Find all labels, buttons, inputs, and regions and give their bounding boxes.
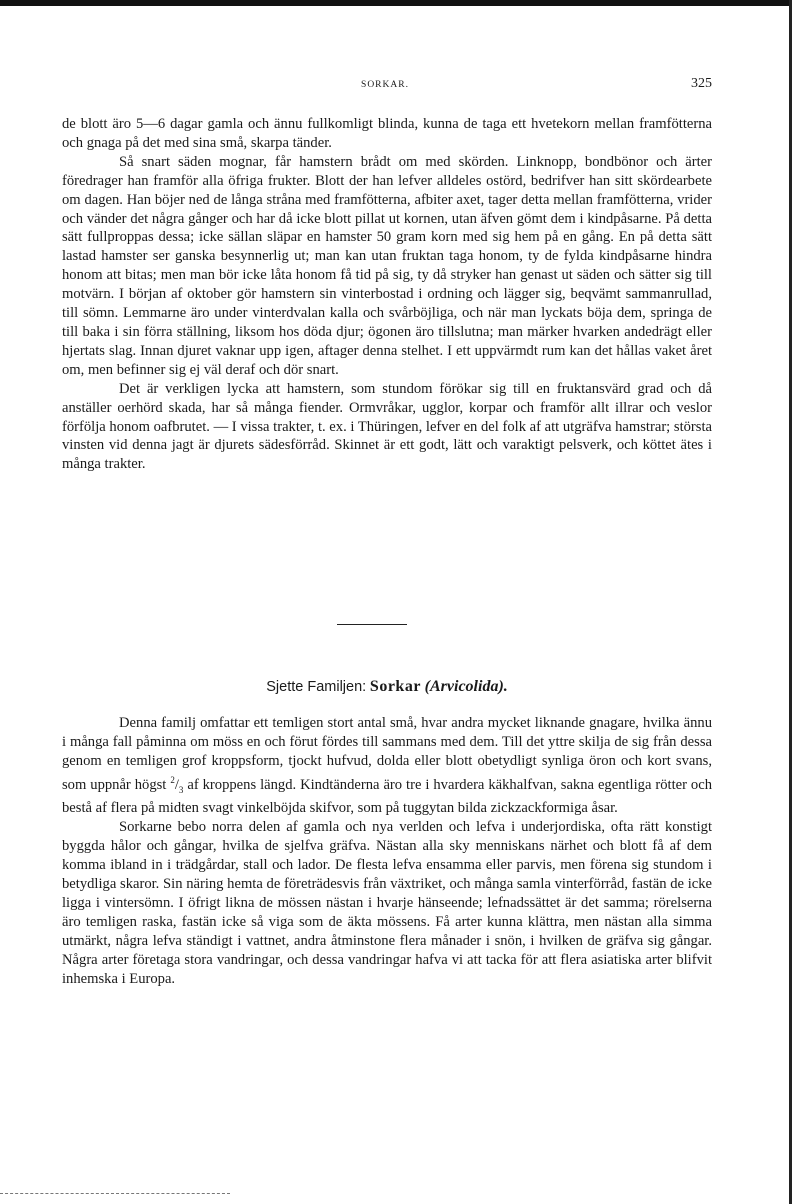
family-label: Sjette Familjen: (266, 679, 367, 695)
bottom-rule (0, 1192, 230, 1194)
section-heading (62, 678, 712, 696)
page-header (60, 76, 710, 96)
latin-name: (Arvicolida). (424, 678, 508, 695)
running-title: SORKAR. (361, 80, 409, 90)
paragraph-text: Denna familj omfattar ett temligen stort antal små, hvar andra mycket liknande gnagare, hvilka ännu i många fall påminna om möss en och förut fördes till sammans med dem. Till det yttre skilja de sig från dessa genom en temligen grof kroppsform, tjockt hufvud, dolda eller blott obetydligt synliga öron och kort svans, som uppnår högst (62, 715, 712, 793)
paragraph: Denna familj omfattar ett temligen stort antal små, hvar andra mycket liknande gnagare, hvilka ännu i många fall påminna om möss en och förut fördes till sammans med dem. Till det yttre skilja de sig från dessa genom en temligen grof kroppsform, tjockt hufvud, dolda eller blott obetydligt synliga öron och kort svans, som uppnår högst $^2/_3$ af kroppens längd. Kindtänderna äro tre i hvardera käkhalfvan, sakna egentliga rötter och bestå af flera på midten svagt vinkelböjda skifvor, som på tuggytan bilda zickzackformiga åsar. (62, 715, 713, 817)
paragraph: Det är verkligen lycka att hamstern, som stundom förökar sig till en fruktansvärd grad och då anställer oerhörd skada, har så många fiender. Ormvråkar, ugglor, korpar och framför allt illrar och veslor förfölja honom oafbrutet. — I vissa trakter, t. ex. i Thüringen, lefver en del folk af att utgräfva hamstrar; största vinsten vid denna jagt är djurets sädesförråd. Skinnet är ett godt, lätt och varaktigt pelsverk, och köttet ätes i många trakter. (62, 380, 712, 473)
hamster-text-block (62, 115, 712, 474)
paragraph: Sorkarne bebo norra delen af gamla och nya verlden och lefva i underjordiska, ofta rätt konstigt byggda hålor och gångar, hvilka de sjelfva gräfva. Nästan alla sky menniskans närhet och blott få af dem komma ibland in i trädgårdar, stall och lador. De flesta lefva ensamma eller parvis, men förena sig stundom i betydliga skaror. Sin näring hemta de företrädesvis från växtriket, och många samla vinterförråd, fastän de icke ligga i vintersömn. I öfrigt likna de mössen nästan i hvarje hänseende; lefnadssättet är det samma; rörelserna äro temligen raska, fastän icke så viga som de äkta mössens. Få arter kunna klättra, men nästan alla simma utmärkt, några lefva ständigt i vattnet, andra åtminstone flera månader i snön, i hvilken de gräfva sig gångar. Några arter företaga stora vandringar, och dessa vandringar hafva vi att tacka för att flera asiatiska arter blifvit inhemska i Europa. (62, 819, 712, 987)
fraction-denominator: 3 (178, 784, 184, 795)
paragraph: de blott äro 5—6 dagar gamla och ännu fullkomligt blinda, kunna de taga ett hvetekorn mellan framfötterna och gnaga på det med sina små, skarpa tänder. (62, 116, 712, 151)
section-divider (337, 624, 407, 625)
family-name: Sorkar (369, 678, 421, 695)
page-top-border (0, 0, 792, 6)
sorkar-text-block (62, 714, 712, 988)
fraction-numerator: 2 (170, 774, 175, 785)
paragraph-text: af kroppens längd. Kindtänderna äro tre i hvardera käkhalfvan, sakna egentliga rötter och bestå af flera på midten svagt vinkelböjda skifvor, som på tuggytan bilda zickzackformiga åsar. (62, 776, 713, 817)
page-number: 325 (691, 76, 712, 91)
paragraph: Så snart säden mognar, får hamstern brådt om med skörden. Linknopp, bondbönor och ärter föredrager han framför alla öfriga frukter. Blott der han lefver alldeles ostörd, bedrifver han sitt skördearbete om dagen. Han böjer ned de långa stråna med framfötterna, afbiter axet, tager detta mellan framfötterna, vrider och vänder det några gånger och har då icke blott pillat ut kornen, utan äfven gömt dem i kindpåsarne. På detta sätt fullproppas dessa; icke sällan släpar en hamster 50 gram korn med sig hem på en gång. En på detta sätt lastad hamster ser ganska besynnerlig ut; man kan utan fruktan taga honom, ty de fylda kindpåsarne hindra honom att bitas; men man bör icke låta honom få tid på sig, ty då stryker han genast ut säden och sätter sig till motvärn. I början af oktober gör hamstern sin vinterbostad i ordning och lägger sig, beqvämt sammanrullad, till sömn. Lemmarne äro under vinterdvalan kalla och svårböjliga, och när man lyckats böja dem, springa de till baka i sin förra ställning, liksom hos döda djur; ögonen äro tillslutna; man märker hvarken andedrägt eller hjertats slag. Innan djuret vaknar upp igen, aftager denna stelhet. I ett uppvärmdt rum kan det hållas vaket året om, men befinner sig ej väl deraf och dör snart. (62, 153, 712, 378)
